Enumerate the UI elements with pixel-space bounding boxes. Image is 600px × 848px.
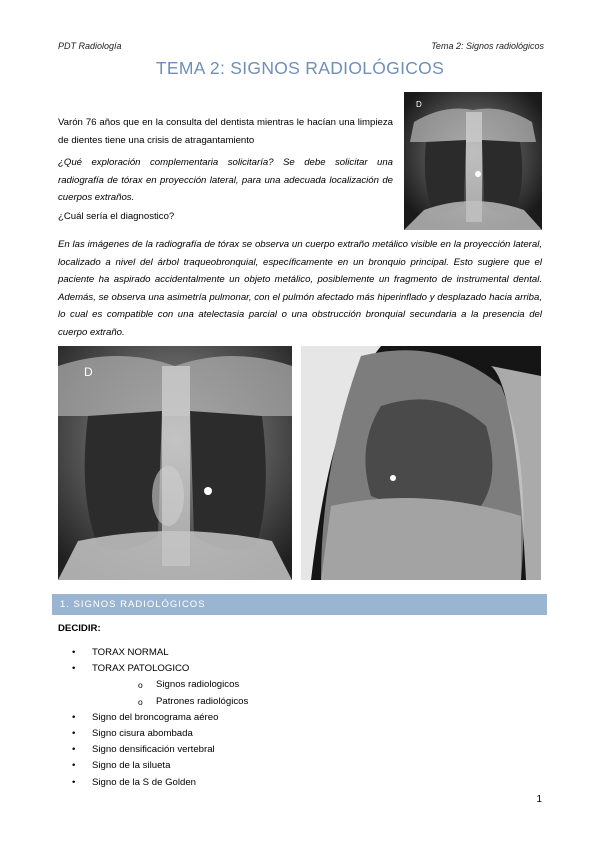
bullet-icon: • <box>72 727 76 739</box>
bullet-icon: • <box>72 663 76 675</box>
xray-marker: D <box>416 100 422 109</box>
list-item: • Signo del broncograma aéreo <box>58 710 538 726</box>
circle-bullet-icon: o <box>138 680 143 691</box>
bullet-icon: • <box>72 760 76 772</box>
chest-xray-frontal <box>58 346 292 580</box>
page-number: 1 <box>536 794 542 805</box>
list-item: • Signo de la S de Golden <box>58 775 538 791</box>
section-heading: 1. SIGNOS RADIOLÓGICOS <box>60 599 206 610</box>
circle-bullet-icon: o <box>138 696 143 707</box>
bullet-icon: • <box>72 711 76 723</box>
chest-xray-lateral <box>301 346 541 580</box>
header-left: PDT Radiología <box>58 41 122 51</box>
decidir-label: DECIDIR: <box>58 623 101 634</box>
bullet-icon: • <box>72 776 76 788</box>
list-item: • TORAX PATOLOGICO <box>58 661 538 677</box>
list-item: • Signo cisura abombada <box>58 726 538 742</box>
bullet-icon: • <box>72 647 76 658</box>
header-right: Tema 2: Signos radiológicos <box>431 41 544 51</box>
bullet-icon: • <box>72 744 76 756</box>
section-heading-bar <box>52 594 547 615</box>
page-title: TEMA 2: SIGNOS RADIOLÓGICOS <box>155 58 445 78</box>
xray-marker-front: D <box>84 365 93 379</box>
list-item: • TORAX NORMAL <box>58 645 538 661</box>
list-item: • Signo de la silueta <box>58 758 538 774</box>
case-question: ¿Qué exploración complementaria solicitaría? Se debe solicitar una radiografía de tórax en proyección lateral, para una adecuada localización de cuerpos extraños. <box>58 157 393 203</box>
case-intro: Varón 76 años que en la consulta del dentista mientras le hacían una limpieza de dientes tiene una crisis de atragantamiento <box>58 117 393 146</box>
case-findings: En las imágenes de la radiografía de tórax se observa un cuerpo extraño metálico visible en la proyección lateral, localizado a nivel del árbol traqueobronquial, específicamente en un bronquio principal. Esto sugiere que el paciente ha aspirado accidentalmente un objeto metálico, posiblemente un fragmento de instrumental dental. Además, se observa una asimetría pulmonar, con el pulmón afectado más hiperinflado y desplazado hacia arriba, lo cual es compatible con una atelectasia parcial o una obstrucción bronquial secundaria a la presencia del cuerpo extraño. <box>58 239 542 338</box>
list-subitem: o Patrones radiológicos <box>58 694 538 710</box>
list-item: • Signo densificación vertebral <box>58 742 538 758</box>
diagnosis-question: ¿Cuál sería el diagnostico? <box>58 211 175 222</box>
list-subitem: o Signos radiologicos <box>58 677 538 693</box>
chest-xray-thumbnail <box>404 92 542 230</box>
signs-list <box>58 645 538 791</box>
